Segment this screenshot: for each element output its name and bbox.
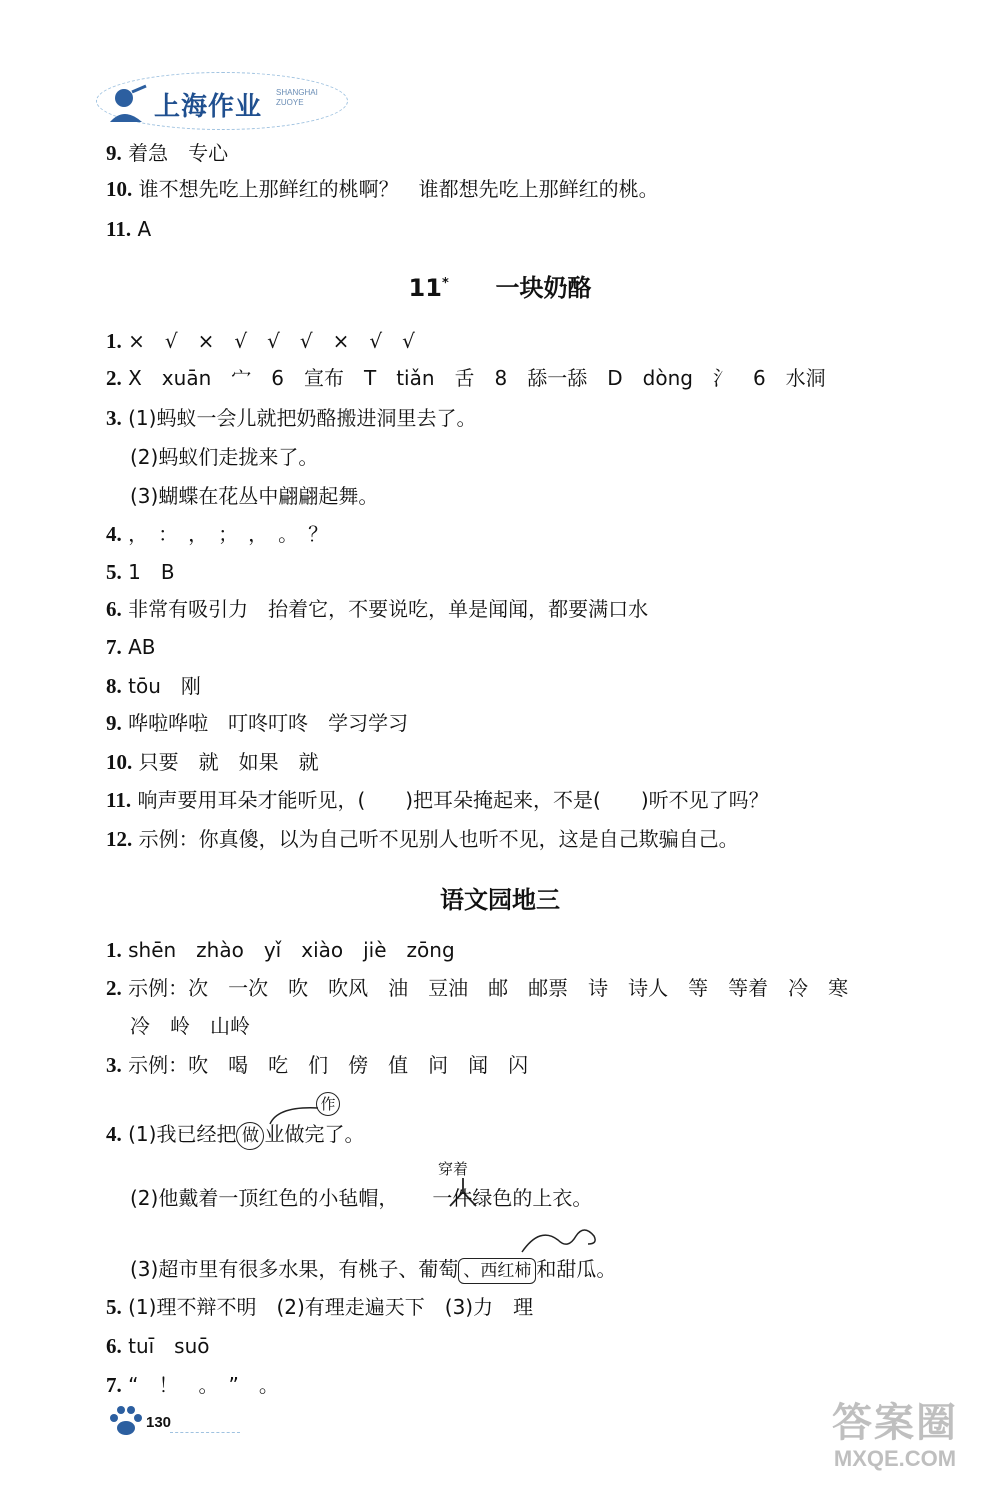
answer-line	[106, 520, 328, 548]
answer-line	[106, 748, 319, 776]
question-number: 5.	[106, 560, 122, 584]
answer-text: 和甜瓜。	[536, 1257, 617, 1281]
answer-text: X xuān 宀 6 宣布 T tiǎn 舌 8 舔一舔 D dòng 氵 6 水洞	[128, 366, 826, 390]
answer-text: 1 B	[128, 560, 175, 584]
answer-line	[106, 786, 769, 814]
header-logo	[96, 72, 356, 132]
answer-line	[106, 936, 455, 964]
question-number: 11.	[106, 217, 132, 241]
boxed-text: 、西红柿	[458, 1258, 536, 1284]
answer-text: AB	[128, 635, 156, 659]
answer-text: tōu 刚	[128, 674, 201, 698]
question-number: 2.	[106, 366, 122, 390]
question-number: 5.	[106, 1295, 122, 1319]
lesson-number: 11	[408, 274, 442, 302]
answer-text: 冷 岭 山岭	[130, 1014, 250, 1038]
answer-line	[106, 974, 848, 1002]
answer-line	[106, 139, 228, 167]
answer-text: ， ： ， ； ， 。 ？	[128, 522, 329, 546]
page-number: 130	[146, 1414, 172, 1431]
lesson-title: 一块奶酪	[495, 274, 592, 302]
section-heading	[0, 268, 1000, 303]
answer-line	[106, 672, 201, 700]
answer-text: 着急 专心	[128, 141, 229, 165]
answer-line	[106, 633, 156, 661]
question-number: 3.	[106, 406, 122, 430]
answer-line	[130, 1012, 250, 1040]
answer-line	[106, 558, 175, 586]
question-number: 7.	[106, 1373, 122, 1397]
answer-text: 业做完了。	[264, 1122, 365, 1146]
answer-line	[106, 1371, 279, 1399]
question-number: 6.	[106, 1334, 122, 1358]
question-number: 11.	[106, 788, 132, 812]
question-number: 10.	[106, 750, 133, 774]
answer-line	[106, 1120, 364, 1150]
answer-line	[106, 364, 826, 392]
deletion-loop-icon	[520, 1222, 600, 1256]
question-number: 4.	[106, 1122, 122, 1146]
answer-text: (1)蚂蚁一会儿就把奶酪搬进洞里去了。	[128, 406, 477, 430]
answer-text: shēn zhào yǐ xiào jiè zōng	[128, 938, 455, 962]
answer-line	[130, 1255, 616, 1284]
answer-text: 只要 就 如果 就	[138, 750, 319, 774]
paw-icon	[108, 1404, 144, 1438]
mascot-icon	[102, 84, 152, 128]
answer-line	[106, 327, 415, 355]
question-number: 12.	[106, 827, 133, 851]
question-number: 1.	[106, 938, 122, 962]
answer-text: 示例：你真傻，以为自己听不见别人也听不见，这是自己欺骗自己。	[138, 827, 739, 851]
insertion-text: 穿着	[438, 1160, 469, 1178]
answer-text: (3)超市里有很多水果，有桃子、葡萄	[130, 1257, 459, 1281]
answer-line	[130, 482, 378, 510]
answer-line	[106, 175, 659, 203]
watermark-logo: 答案圈	[832, 1400, 958, 1446]
section-title: 语文园地三	[440, 886, 560, 914]
answer-line	[106, 1293, 533, 1321]
answer-text: × √ × √ √ √ × √ √	[128, 329, 415, 353]
answer-text: tuī suō	[128, 1334, 210, 1358]
answer-line	[106, 1332, 210, 1360]
question-number: 2.	[106, 976, 122, 1000]
question-number: 10.	[106, 177, 133, 201]
question-number: 6.	[106, 597, 122, 621]
question-number: 9.	[106, 141, 122, 165]
brand-name: 上海作业	[154, 92, 263, 122]
answer-text: 一件绿色的上衣。	[432, 1186, 593, 1210]
answer-line	[130, 443, 318, 471]
answer-line	[106, 595, 648, 623]
answer-text: 示例：吹 喝 吃 们 傍 值 问 闻 闪	[128, 1053, 529, 1077]
answer-text: (3)蝴蝶在花丛中翩翩起舞。	[130, 484, 379, 508]
answer-line	[106, 1051, 528, 1079]
question-number: 7.	[106, 635, 122, 659]
question-number: 1.	[106, 329, 122, 353]
answer-text: (1)理不辩不明 (2)有理走遍天下 (3)力 理	[128, 1295, 534, 1319]
lesson-star: *	[441, 276, 449, 291]
answer-text: (2)他戴着一顶红色的小毡帽，	[130, 1186, 399, 1210]
question-number: 4.	[106, 522, 122, 546]
answer-line	[106, 709, 408, 737]
answer-text: 响声要用耳朵才能听见，( )把耳朵掩起来，不是( )听不见了吗？	[137, 788, 769, 812]
answer-line	[106, 215, 151, 243]
answer-text: (1)我已经把	[128, 1122, 237, 1146]
watermark	[810, 1400, 980, 1480]
watermark-url: MXQE.COM	[833, 1446, 957, 1471]
circled-char: 做	[236, 1122, 264, 1150]
answer-text: 哗啦哗啦 叮咚叮咚 学习学习	[128, 711, 409, 735]
brand-subtitle: SHANGHAI ZUOYE	[276, 88, 318, 107]
section-heading	[0, 880, 1000, 915]
question-number: 9.	[106, 711, 122, 735]
answer-line	[106, 825, 739, 853]
question-number: 8.	[106, 674, 122, 698]
answer-text: (2)蚂蚁们走拢来了。	[130, 445, 319, 469]
footer-divider	[170, 1432, 240, 1433]
correction-char: 作	[316, 1092, 340, 1116]
answer-text: A	[137, 217, 152, 241]
answer-text: “ ！ 。 ” 。	[128, 1373, 279, 1397]
answer-text: 示例：次 一次 吹 吹风 油 豆油 邮 邮票 诗 诗人 等 等着 冷 寒	[128, 976, 849, 1000]
answer-line	[130, 1184, 592, 1212]
question-number: 3.	[106, 1053, 122, 1077]
answer-text: 谁不想先吃上那鲜红的桃啊？ 谁都想先吃上那鲜红的桃。	[138, 177, 659, 201]
answer-line	[106, 404, 476, 432]
answer-text: 非常有吸引力 抬着它，不要说吃，单是闻闻，都要满口水	[128, 597, 649, 621]
